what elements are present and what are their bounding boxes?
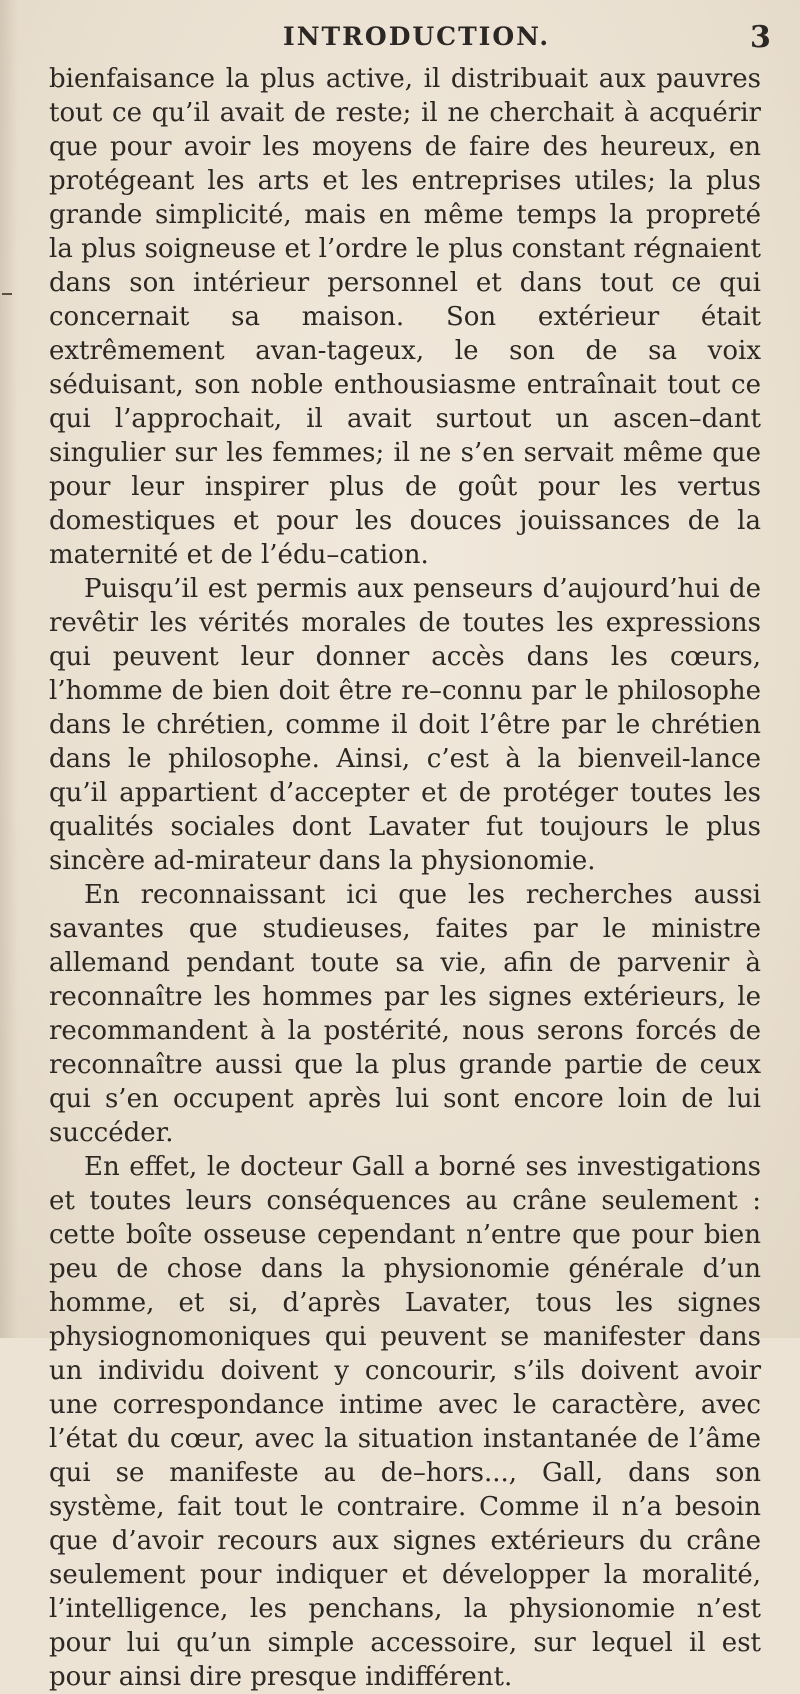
paragraph-1: bienfaisance la plus active, il distribuait aux pauvres tout ce qu’il avait de reste; il ne cherchait à acquérir que pour avoir les moyens de faire des heureux, en protégeant les arts et les entreprises utiles; la plus grande simplicité, mais en même temps la propreté la plus soigneuse et l’ordre le plus constant régnaient dans son intérieur personnel et dans tout ce qui concernait sa maison. Son extérieur était extrêmement avan-tageux, le son de sa voix séduisant, son noble enthousiasme entraînait tout ce qui l’approchait, il avait surtout un ascen–dant singulier sur les femmes; il ne s’en servait même que pour leur inspirer plus de goût pour les vertus domestiques et pour les douces jouissances de la maternité et de l’édu–cation.	[49, 64, 761, 570]
paragraph-3: En reconnaissant ici que les recherches aussi savantes que studieuses, faites par le ministre allemand pendant toute sa vie, afin de parvenir à reconnaître les hommes par les signes extérieurs, le recommandent à la postérité, nous serons forcés de reconnaître aussi que la plus grande partie de ceux qui s’en occupent après lui sont encore loin de lui succéder.	[49, 880, 761, 1148]
page-number: 3	[750, 20, 771, 55]
paragraph-4: En effet, le docteur Gall a borné ses investigations et toutes leurs conséquences au crâne seulement : cette boîte osseuse cependant n’entre que pour bien peu de chose dans la physionomie générale d’un homme, et si, d’après Lavater, tous les signes physiognomoniques qui peuvent se manifester dans un individu doivent y concourir, s’ils doivent avoir une correspondance intime avec le caractère, avec l’état du cœur, avec la situation instantanée de l’âme qui se manifeste au de–hors..., Gall, dans son système, fait tout le contraire. Comme il n’a besoin que d’avoir recours aux signes extérieurs du crâne seulement pour indiquer et développer la moralité, l’intelligence, les penchans, la physionomie n’est pour lui qu’un simple accessoire, sur lequel il est pour ainsi dire presque indifférent.	[49, 1152, 761, 1692]
margin-mark	[2, 293, 12, 295]
gutter-shadow	[0, 0, 18, 1338]
paragraph-2: Puisqu’il est permis aux penseurs d’aujourd’hui de revêtir les vérités morales de toutes les expressions qui peuvent leur donner accès dans les cœurs, l’homme de bien doit être re–connu par le philosophe dans le chrétien, comme il doit l’être par le chrétien dans le philosophe. Ainsi, c’est à la bienveil-lance qu’il appartient d’accepter et de protéger toutes les qualités sociales dont Lavater fut toujours le plus sincère ad-mirateur dans la physionomie.	[49, 574, 761, 876]
running-head: INTRODUCTION.	[283, 22, 551, 51]
body-text	[49, 62, 761, 1694]
page-header	[0, 10, 800, 55]
